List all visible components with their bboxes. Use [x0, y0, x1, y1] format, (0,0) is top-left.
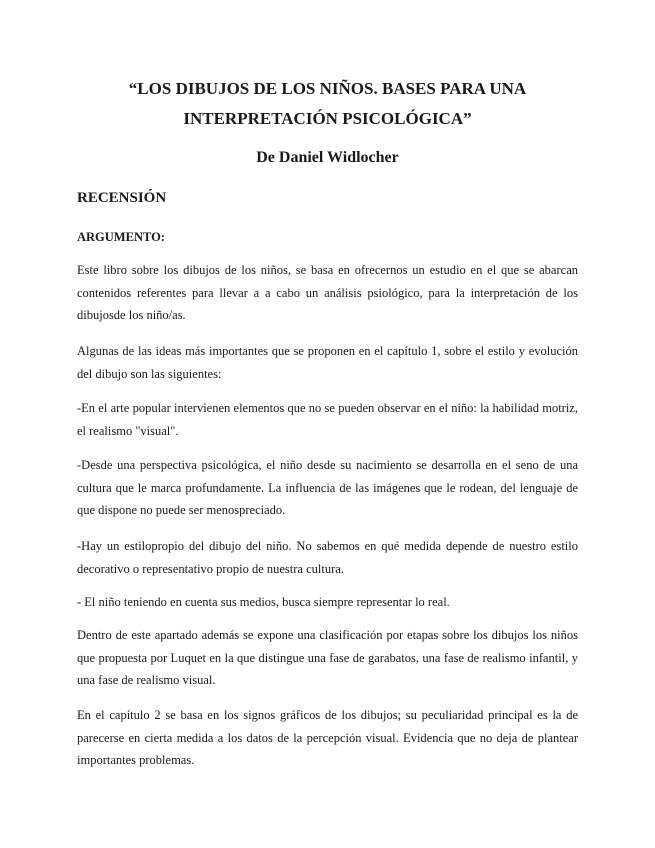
document-title: “LOS DIBUJOS DE LOS NIÑOS. BASES PARA UNA INTERPRETACIÓN PSICOLÓGICA” — [128, 79, 527, 128]
paragraph: En el capítulo 2 se basa en los signos gráficos de los dibujos; su peculiaridad principal es la de parecerse en cierta medida a los datos de la percepción visual. Evidencia que no deja de plantear importantes problemas. — [77, 708, 578, 767]
paragraph: -En el arte popular intervienen elementos que no se pueden observar en el niño: la habilidad motriz, el realismo "visual". — [77, 401, 578, 438]
section-heading: RECENSIÓN — [77, 190, 167, 206]
paragraph: Este libro sobre los dibujos de los niños, se basa en ofrecernos un estudio en el que se abarcan contenidos referentes para llevar a a cabo un análisis psiológico, para la interpretación de los dibujosde los niño/as. — [77, 263, 578, 322]
paragraph: Algunas de las ideas más importantes que se proponen en el capítulo 1, sobre el estilo y evolución del dibujo son las siguientes: — [77, 344, 578, 381]
paragraph: Dentro de este apartado además se expone una clasificación por etapas sobre los dibujos los niños que propuesta por Luquet en la que distingue una fase de garabatos, una fase de realismo infantil, y una fase de realismo visual. — [77, 628, 578, 687]
paragraph: - El niño teniendo en cuenta sus medios, busca siempre representar lo real. — [77, 595, 450, 609]
paragraph: -Desde una perspectiva psicológica, el niño desde su nacimiento se desarrolla en el seno de una cultura que le marca profundamente. La influencia de las imágenes que le rodean, del lenguaje de que dispone no puede ser menospreciado. — [77, 458, 578, 517]
subheading: ARGUMENTO: — [77, 230, 165, 244]
document-author: De Daniel Widlocher — [256, 149, 399, 166]
paragraph: -Hay un estilopropio del dibujo del niño. No sabemos en qué medida depende de nuestro estilo decorativo o representativo propio de nuestra cultura. — [77, 539, 578, 576]
